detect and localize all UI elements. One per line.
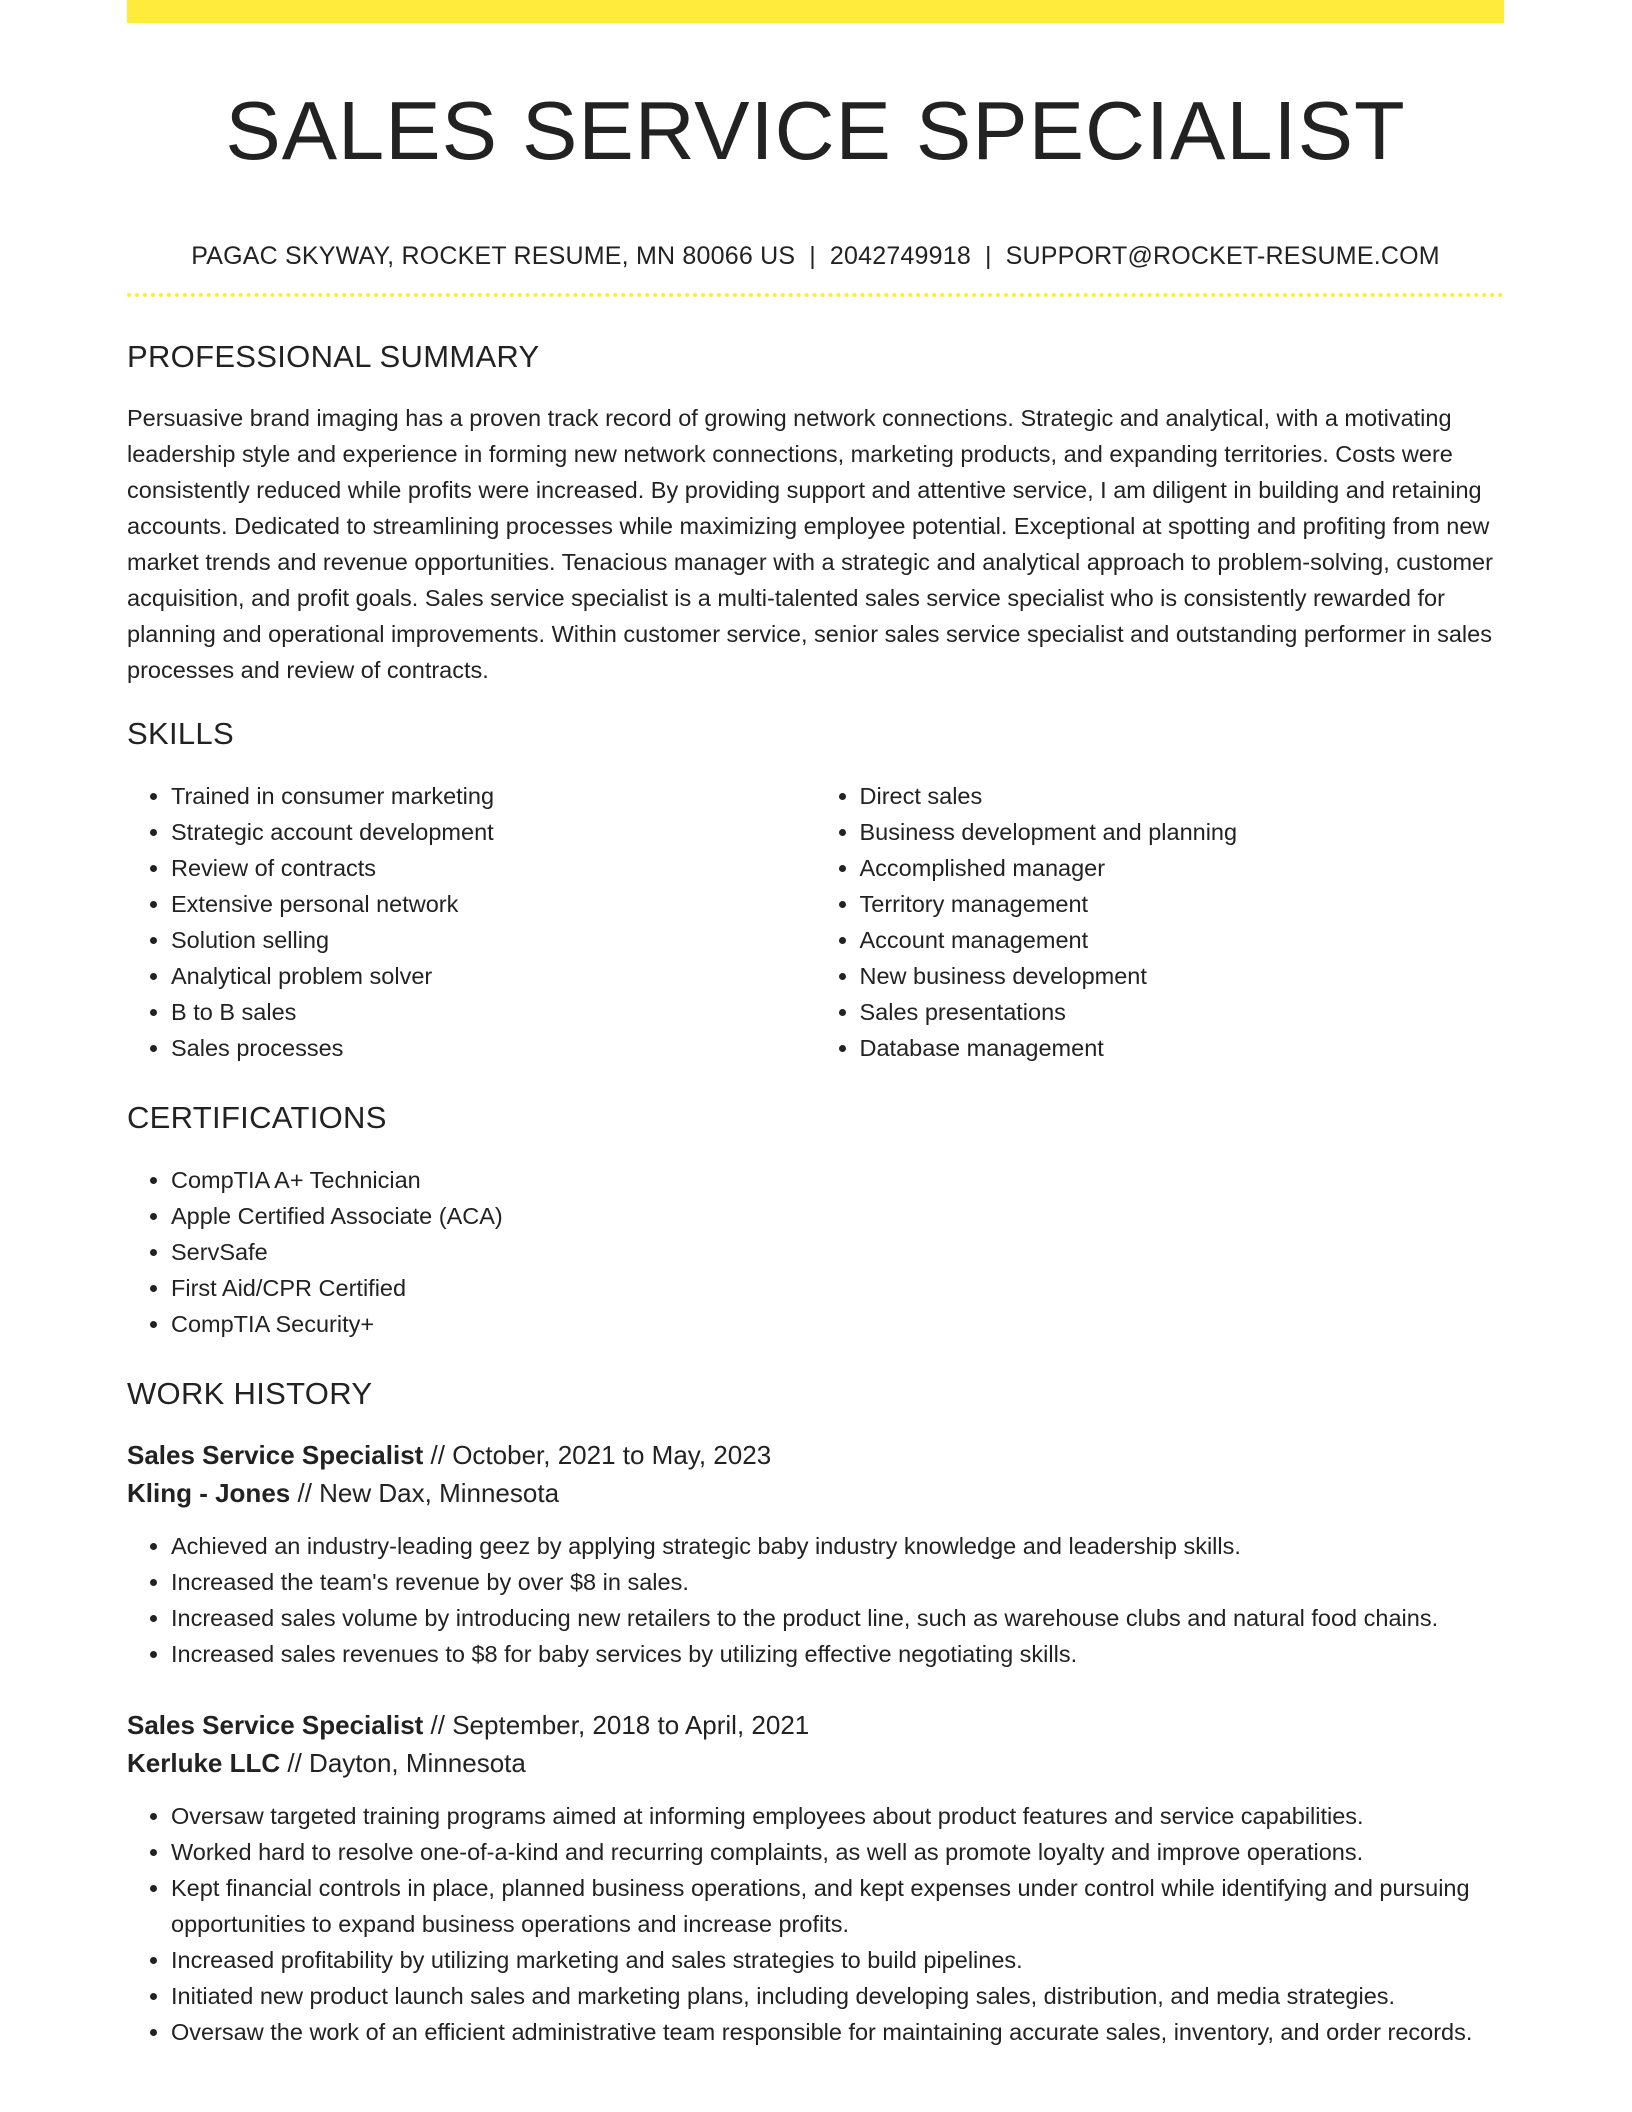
job-dates: // September, 2018 to April, 2021 [423, 1710, 810, 1740]
summary-text: Persuasive brand imaging has a proven track record of growing network connections. Strategic and analytical, with a motivating leadership style and experience in forming new network connections, marketing products, and expanding territories. Costs were consistently reduced while profits were increased. By providing support and attentive service, I am diligent in building and retaining accounts. Dedicated to streamlining processes while maximizing employee potential. Exceptional at spotting and profiting from new market trends and revenue opportunities. Tenacious manager with a strategic and analytical approach to problem-solving, customer acquisition, and profit goals. Sales service specialist is a multi-talented sales service specialist who is consistently rewarded for planning and operational improvements. Within customer service, senior sales service specialist and outstanding performer in sales processes and review of contracts. [127, 405, 1493, 683]
skill-item: • Solution selling [171, 922, 816, 958]
job-role: Sales Service Specialist [127, 1440, 424, 1470]
job-bullet: • Initiated new product launch sales and marketing plans, including developing sales, distribution, and media strategies. [171, 1978, 1504, 2014]
skill-item: • Territory management [860, 886, 1505, 922]
job-company-line [127, 1744, 1504, 1782]
skill-item: • Review of contracts [171, 850, 816, 886]
job-bullet: • Achieved an industry-leading geez by applying strategic baby industry knowledge and leadership skills. [171, 1528, 1504, 1564]
contact-email: SUPPORT@ROCKET-RESUME.COM [1005, 242, 1440, 270]
contact-address: PAGAC SKYWAY, ROCKET RESUME, MN 80066 US [191, 242, 796, 270]
job-dates: // October, 2021 to May, 2023 [423, 1440, 772, 1470]
certification-item: • CompTIA A+ Technician [171, 1162, 1504, 1198]
job-company-line [127, 1474, 1504, 1512]
job-entry [127, 1706, 1504, 2050]
certifications-list [127, 1162, 1504, 1342]
skills-columns [127, 778, 1504, 1066]
skills-heading: SKILLS [127, 716, 234, 751]
skill-item: • Business development and planning [860, 814, 1505, 850]
resume-page [127, 0, 1504, 2050]
job-bullet: • Increased sales revenues to $8 for baby services by utilizing effective negotiating skills. [171, 1636, 1504, 1672]
skill-item: • Trained in consumer marketing [171, 778, 816, 814]
job-bullets [127, 1798, 1504, 2050]
job-bullet: • Increased profitability by utilizing marketing and sales strategies to build pipelines. [171, 1942, 1504, 1978]
job-entry [127, 1436, 1504, 1672]
skill-item: • Sales presentations [860, 994, 1505, 1030]
certification-item: • ServSafe [171, 1234, 1504, 1270]
certifications-heading: CERTIFICATIONS [127, 1100, 387, 1135]
contact-separator: | [809, 242, 816, 270]
work-history-heading: WORK HISTORY [127, 1376, 373, 1411]
skill-item: • Direct sales [860, 778, 1505, 814]
job-company: Kerluke LLC [127, 1748, 281, 1778]
certification-item: • Apple Certified Associate (ACA) [171, 1198, 1504, 1234]
skill-item: • Analytical problem solver [171, 958, 816, 994]
contact-line [127, 241, 1504, 271]
job-bullet: • Oversaw targeted training programs aimed at informing employees about product features and service capabilities. [171, 1798, 1504, 1834]
job-bullet: • Kept financial controls in place, planned business operations, and kept expenses under control while identifying and pursuing opportunities to expand business operations and increase profits. [171, 1870, 1504, 1942]
job-bullet: • Oversaw the work of an efficient administrative team responsible for maintaining accurate sales, inventory, and order records. [171, 2014, 1504, 2050]
certification-item: • CompTIA Security+ [171, 1306, 1504, 1342]
skill-item: • Database management [860, 1030, 1505, 1066]
skill-item: • New business development [860, 958, 1505, 994]
dotted-divider [127, 293, 1504, 297]
job-role-line [127, 1706, 1504, 1744]
job-role: Sales Service Specialist [127, 1710, 424, 1740]
skill-item: • B to B sales [171, 994, 816, 1030]
skill-item: • Strategic account development [171, 814, 816, 850]
contact-separator: | [984, 242, 992, 270]
job-location: // New Dax, Minnesota [290, 1478, 560, 1508]
job-bullet: • Increased the team's revenue by over $8 in sales. [171, 1564, 1504, 1600]
resume-title: SALES SERVICE SPECIALIST [225, 84, 1406, 177]
job-location: // Dayton, Minnesota [280, 1748, 526, 1778]
top-accent-bar [127, 0, 1504, 23]
job-bullets [127, 1528, 1504, 1672]
job-role-line [127, 1436, 1504, 1474]
skill-item: • Accomplished manager [860, 850, 1505, 886]
summary-heading: PROFESSIONAL SUMMARY [127, 339, 540, 374]
skill-item: • Extensive personal network [171, 886, 816, 922]
skill-item: • Account management [860, 922, 1505, 958]
skill-item: • Sales processes [171, 1030, 816, 1066]
contact-phone: 2042749918 [829, 242, 971, 270]
certification-item: • First Aid/CPR Certified [171, 1270, 1504, 1306]
job-bullet: • Increased sales volume by introducing new retailers to the product line, such as warehouse clubs and natural food chains. [171, 1600, 1504, 1636]
job-bullet: • Worked hard to resolve one-of-a-kind and recurring complaints, as well as promote loyalty and improve operations. [171, 1834, 1504, 1870]
skills-list-right [816, 778, 1505, 1066]
skills-list-left [127, 778, 816, 1066]
job-company: Kling - Jones [127, 1478, 291, 1508]
